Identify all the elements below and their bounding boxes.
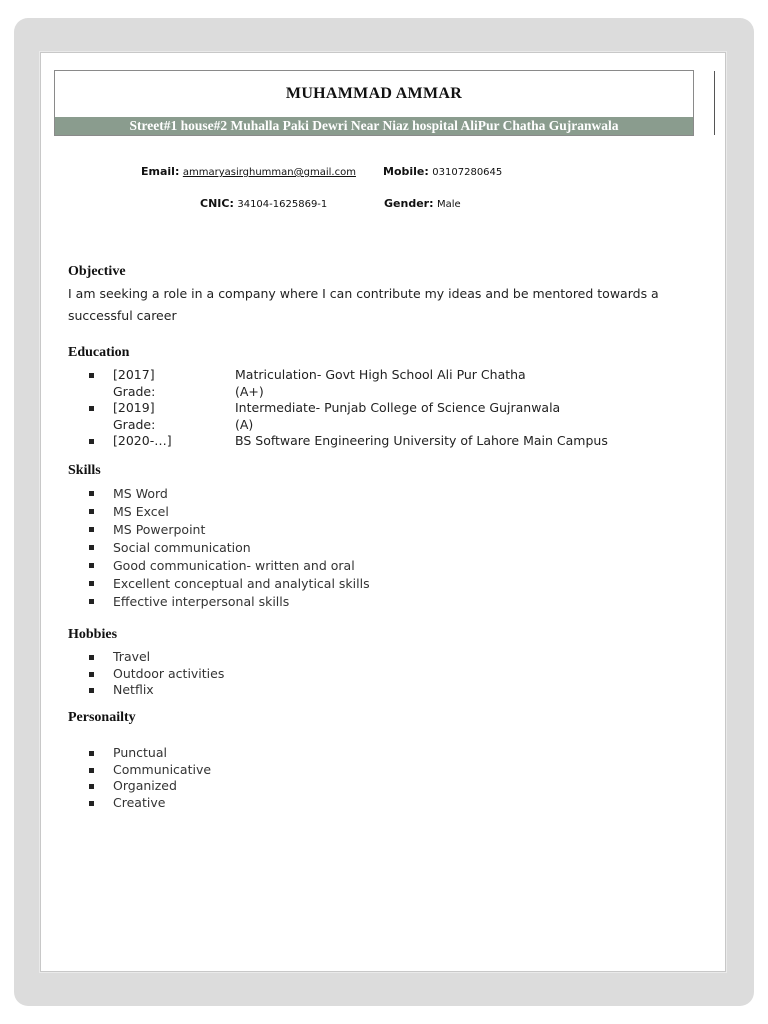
gender-value: Male: [436, 199, 461, 210]
header-box: [54, 70, 694, 136]
education-year: [2019]: [113, 400, 155, 415]
skill-label: MS Excel: [113, 504, 169, 519]
mobile-line: [383, 165, 502, 178]
education-row: [81, 400, 701, 417]
skill-label: Good communication- written and oral: [113, 558, 355, 573]
education-row: [81, 384, 701, 401]
objective-heading: Objective: [68, 264, 126, 279]
mobile-label: Mobile:: [383, 165, 429, 178]
mobile-value: 03107280645: [432, 167, 503, 178]
list-item: [81, 762, 211, 779]
education-row: [81, 417, 701, 434]
bullet-icon: [89, 581, 94, 586]
education-year: [2017]: [113, 367, 155, 382]
skill-label: Social communication: [113, 540, 251, 555]
hobbies-heading: Hobbies: [68, 627, 118, 642]
list-item: [81, 666, 224, 683]
education-row: [81, 367, 701, 384]
hobbies-list: [81, 649, 224, 699]
education-heading: Education: [68, 345, 130, 360]
list-item: [81, 593, 370, 611]
gender-line: [384, 197, 461, 210]
skill-label: Effective interpersonal skills: [113, 594, 290, 609]
list-item: [81, 575, 370, 593]
bullet-icon: [89, 509, 94, 514]
education-detail: Matriculation- Govt High School Ali Pur Chatha: [235, 367, 526, 382]
cnic-label: CNIC:: [200, 197, 234, 210]
bullet-icon: [89, 688, 94, 693]
hobby-label: Travel: [113, 649, 151, 664]
objective-text: I am seeking a role in a company where I can contribute my ideas and be mentored towards a successful career: [68, 286, 659, 323]
bullet-icon: [89, 563, 94, 568]
trait-label: Creative: [113, 794, 166, 810]
list-item: [81, 485, 370, 503]
list-item: [81, 682, 224, 699]
bullet-icon: [89, 784, 94, 789]
skill-label: Excellent conceptual and analytical skills: [113, 576, 370, 591]
gender-label: Gender:: [384, 197, 434, 210]
bullet-icon: [89, 655, 94, 660]
personality-heading: Personailty: [68, 710, 136, 725]
list-item: [81, 745, 211, 762]
education-year: [2020-…]: [113, 433, 172, 448]
cnic-line: [200, 197, 327, 210]
email-line: [141, 165, 356, 178]
hobby-label: Netflix: [113, 682, 154, 697]
bullet-icon: [89, 599, 94, 604]
email-label: Email:: [141, 165, 180, 178]
trait-label: Punctual: [113, 745, 167, 760]
list-item: [81, 795, 211, 812]
skills-heading: Skills: [68, 463, 101, 478]
bullet-icon: [89, 545, 94, 550]
bullet-icon: [89, 527, 94, 532]
education-detail: Intermediate- Punjab College of Science Gujranwala: [235, 400, 561, 415]
education-grade-label: Grade:: [113, 416, 156, 432]
bullet-icon: [89, 406, 94, 411]
trait-label: Organized: [113, 778, 177, 793]
header-side-rule: [714, 71, 715, 135]
trait-label: Communicative: [113, 761, 212, 777]
bullet-icon: [89, 672, 94, 677]
skill-label: MS Powerpoint: [113, 522, 206, 537]
bullet-icon: [89, 801, 94, 806]
bullet-icon: [89, 439, 94, 444]
candidate-name: MUHAMMAD AMMAR: [285, 85, 463, 102]
education-row: [81, 433, 701, 450]
list-item: [81, 557, 370, 575]
education-detail: BS Software Engineering University of Lahore Main Campus: [235, 433, 608, 448]
education-grade: (A+): [235, 383, 264, 399]
bullet-icon: [89, 751, 94, 756]
education-grade: (A): [235, 416, 254, 432]
bullet-icon: [89, 768, 94, 773]
email-link[interactable]: ammaryasirghumman@gmail.com: [182, 167, 356, 178]
list-item: [81, 503, 370, 521]
list-item: [81, 539, 370, 557]
education-grade-label: Grade:: [113, 383, 156, 399]
list-item: [81, 649, 224, 666]
bullet-icon: [89, 373, 94, 378]
bullet-icon: [89, 491, 94, 496]
skills-list: [81, 485, 370, 611]
list-item: [81, 778, 211, 795]
resume-page: [40, 52, 726, 972]
skill-label: MS Word: [113, 486, 168, 501]
education-list: [81, 367, 701, 450]
hobby-label: Outdoor activities: [113, 665, 225, 681]
list-item: [81, 521, 370, 539]
address-bar: Street#1 house#2 Muhalla Paki Dewri Near Niaz hospital AliPur Chatha Gujranwala: [55, 117, 693, 135]
cnic-value: 34104-1625869-1: [237, 199, 328, 210]
personality-list: [81, 745, 211, 811]
